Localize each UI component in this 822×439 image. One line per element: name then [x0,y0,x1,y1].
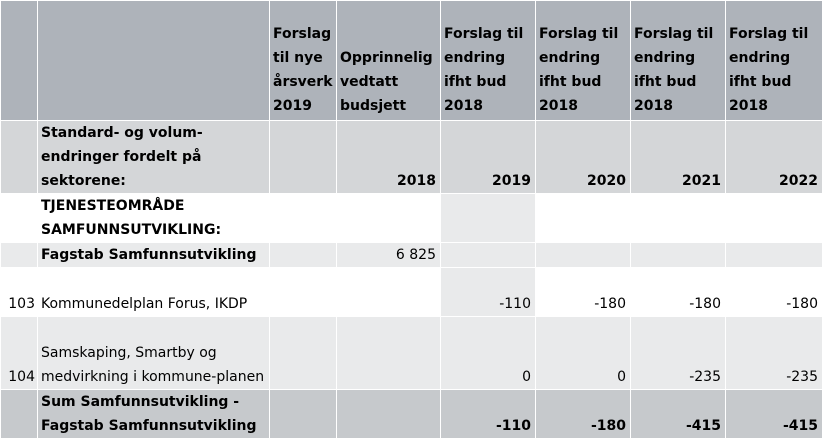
row-budsjett: 6 825 [337,243,441,268]
row-arsverk [270,268,337,317]
row-arsverk [270,390,337,439]
row-2020 [536,194,631,243]
sum-row [1,390,822,439]
row-2019 [441,243,536,268]
subheader-year-2020: 2020 [536,121,631,194]
subheader-year-2022: 2022 [726,121,822,194]
row-2021: -180 [631,268,726,317]
header-endring-2020: Forslag til endring ifht bud 2018 [536,1,631,121]
row-label: Samskaping, Smartby og medvirkning i kommune-planen [38,317,270,390]
subheader-row [1,121,822,194]
row-2019 [441,194,536,243]
header-endring-2019: Forslag til endring ifht bud 2018 [441,1,536,121]
row-2021 [631,194,726,243]
table-row [1,268,822,317]
row-code: 104 [1,317,38,390]
header-code [1,1,38,121]
row-arsverk [270,317,337,390]
row-2021: -415 [631,390,726,439]
header-budsjett: Opprinnelig vedtatt budsjett [337,1,441,121]
row-2020: -180 [536,390,631,439]
row-budsjett [337,390,441,439]
header-endring-2022: Forslag til endring ifht bud 2018 [726,1,822,121]
row-2019: -110 [441,390,536,439]
row-code [1,194,38,243]
row-2022: -180 [726,268,822,317]
row-arsverk [270,243,337,268]
row-arsverk [270,194,337,243]
row-code [1,243,38,268]
row-2020 [536,243,631,268]
subheader-arsverk [270,121,337,194]
subheader-code [1,121,38,194]
row-2020: 0 [536,317,631,390]
header-endring-2021: Forslag til endring ifht bud 2018 [631,1,726,121]
row-label: Sum Samfunnsutvikling - Fagstab Samfunnsutvikling [38,390,270,439]
row-label: Fagstab Samfunnsutvikling [38,243,270,268]
table-row [1,194,822,243]
row-2020: -180 [536,268,631,317]
header-row [1,1,822,121]
table-row [1,243,822,268]
row-budsjett [337,317,441,390]
row-code: 103 [1,268,38,317]
row-2021: -235 [631,317,726,390]
subheader-year-2019: 2019 [441,121,536,194]
header-label [38,1,270,121]
subheader-year-2021: 2021 [631,121,726,194]
row-2021 [631,243,726,268]
subheader-label: Standard- og volum-endringer fordelt på sektorene: [38,121,270,194]
row-2022 [726,194,822,243]
row-budsjett [337,194,441,243]
row-label: TJENESTEOMRÅDE SAMFUNNSUTVIKLING: [38,194,270,243]
header-arsverk: Forslag til nye årsverk 2019 [270,1,337,121]
subheader-year-2018: 2018 [337,121,441,194]
row-2022: -235 [726,317,822,390]
row-2022 [726,243,822,268]
row-2022: -415 [726,390,822,439]
row-2019: 0 [441,317,536,390]
row-label: Kommunedelplan Forus, IKDP [38,268,270,317]
row-code [1,390,38,439]
row-budsjett [337,268,441,317]
table-row [1,317,822,390]
row-2019: -110 [441,268,536,317]
